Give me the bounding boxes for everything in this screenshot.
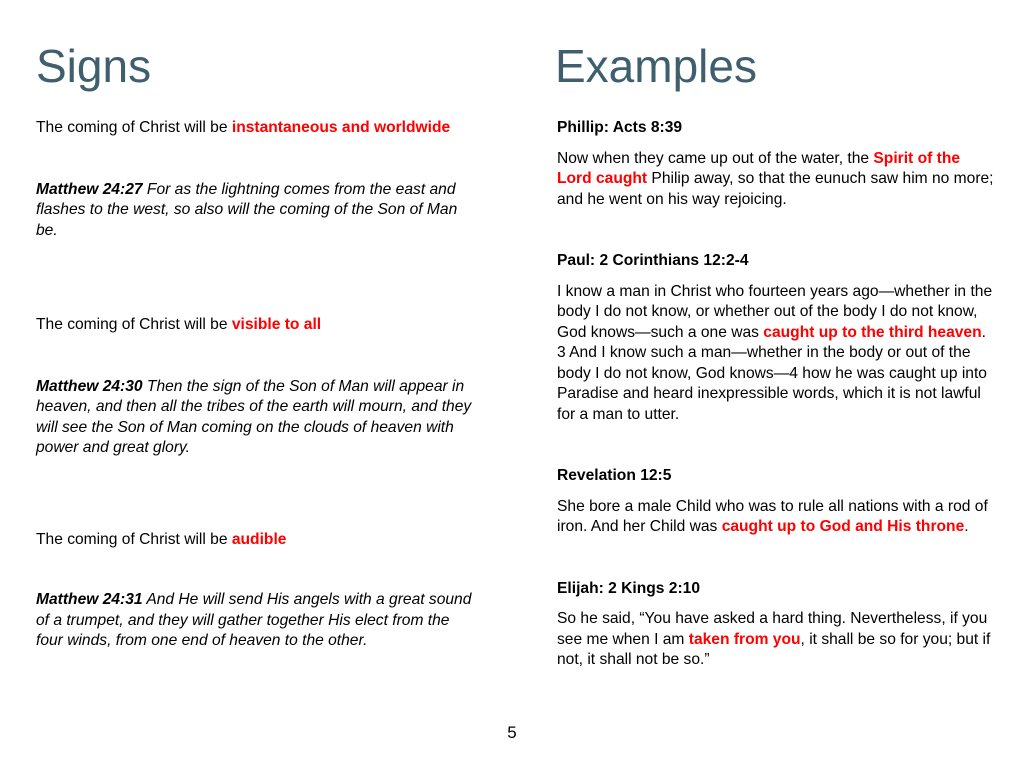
sign-statement <box>36 530 476 551</box>
example-heading: Revelation 12:5 <box>557 467 672 484</box>
verse-text: For as the lightning comes from the east and flashes to the west, so also will the coming of the Son of Man be. <box>36 180 458 239</box>
example-passage <box>557 282 997 426</box>
statement-text: The coming of Christ will be <box>36 530 232 548</box>
statement-highlight: instantaneous and worldwide <box>231 119 451 136</box>
statement-highlight: audible <box>231 530 287 548</box>
signs-title: Signs <box>36 40 152 92</box>
passage-highlight: taken from you <box>688 630 801 648</box>
verse-reference: Matthew 24:30 <box>36 377 143 395</box>
page-number: 5 <box>507 723 517 742</box>
sign-statement <box>36 315 476 336</box>
signs-column <box>36 118 476 652</box>
examples-title: Examples <box>555 40 757 92</box>
passage-text: . 3 And I know such a man—whether in the body or out of the body I do not know, God knows—4 how he was caught up into Paradise and heard inexpressible words, which it is not lawful for a man to utter. <box>557 323 987 423</box>
passage-text: She bore a male Child who was to rule all nations with a rod of iron. And her Child was <box>557 497 988 535</box>
example-passage <box>557 609 997 671</box>
statement-text: The coming of Christ will be <box>36 316 232 333</box>
sign-statement <box>36 118 476 139</box>
passage-text: , it shall be so for you; but if not, it shall not be so.” <box>557 630 991 668</box>
sign-verse <box>36 590 476 652</box>
passage-text: . <box>964 518 969 535</box>
passage-text: Now when they came up out of the water, the <box>557 149 874 167</box>
passage-text: So he said, “You have asked a hard thing. Nevertheless, if you see me when I am <box>557 610 988 648</box>
example-heading: Paul: 2 Corinthians 12:2-4 <box>557 252 749 269</box>
example-heading: Elijah: 2 Kings 2:10 <box>557 579 700 597</box>
example-heading: Phillip: Acts 8:39 <box>557 119 683 136</box>
passage-highlight: caught up to the third heaven <box>763 323 982 341</box>
passage-text: Philip away, so that the eunuch saw him no more; and he went on his way rejoicing. <box>557 170 994 208</box>
verse-reference: Matthew 24:31 <box>36 591 143 608</box>
sign-verse <box>36 180 476 242</box>
statement-text: The coming of Christ will be <box>36 119 232 136</box>
verse-reference: Matthew 24:27 <box>36 180 143 198</box>
sign-verse <box>36 377 476 459</box>
example-passage <box>557 497 997 538</box>
passage-text: I know a man in Christ who fourteen years ago—whether in the body I do not know, or whether out of the body I do not know, God knows—such a one was <box>557 282 993 341</box>
example-passage <box>557 149 997 211</box>
passage-highlight: caught up to God and His throne <box>721 518 965 535</box>
verse-text: And He will send His angels with a great sound of a trumpet, and they will gather together His elect from the four winds, from one end of heaven to the other. <box>36 591 472 649</box>
examples-column <box>557 118 997 671</box>
statement-highlight: visible to all <box>231 316 322 333</box>
verse-text: Then the sign of the Son of Man will appear in heaven, and then all the tribes of the earth will mourn, and they will see the Son of Man coming on the clouds of heaven with power and great glory. <box>36 377 472 456</box>
passage-highlight: Spirit of the Lord caught <box>557 149 961 187</box>
